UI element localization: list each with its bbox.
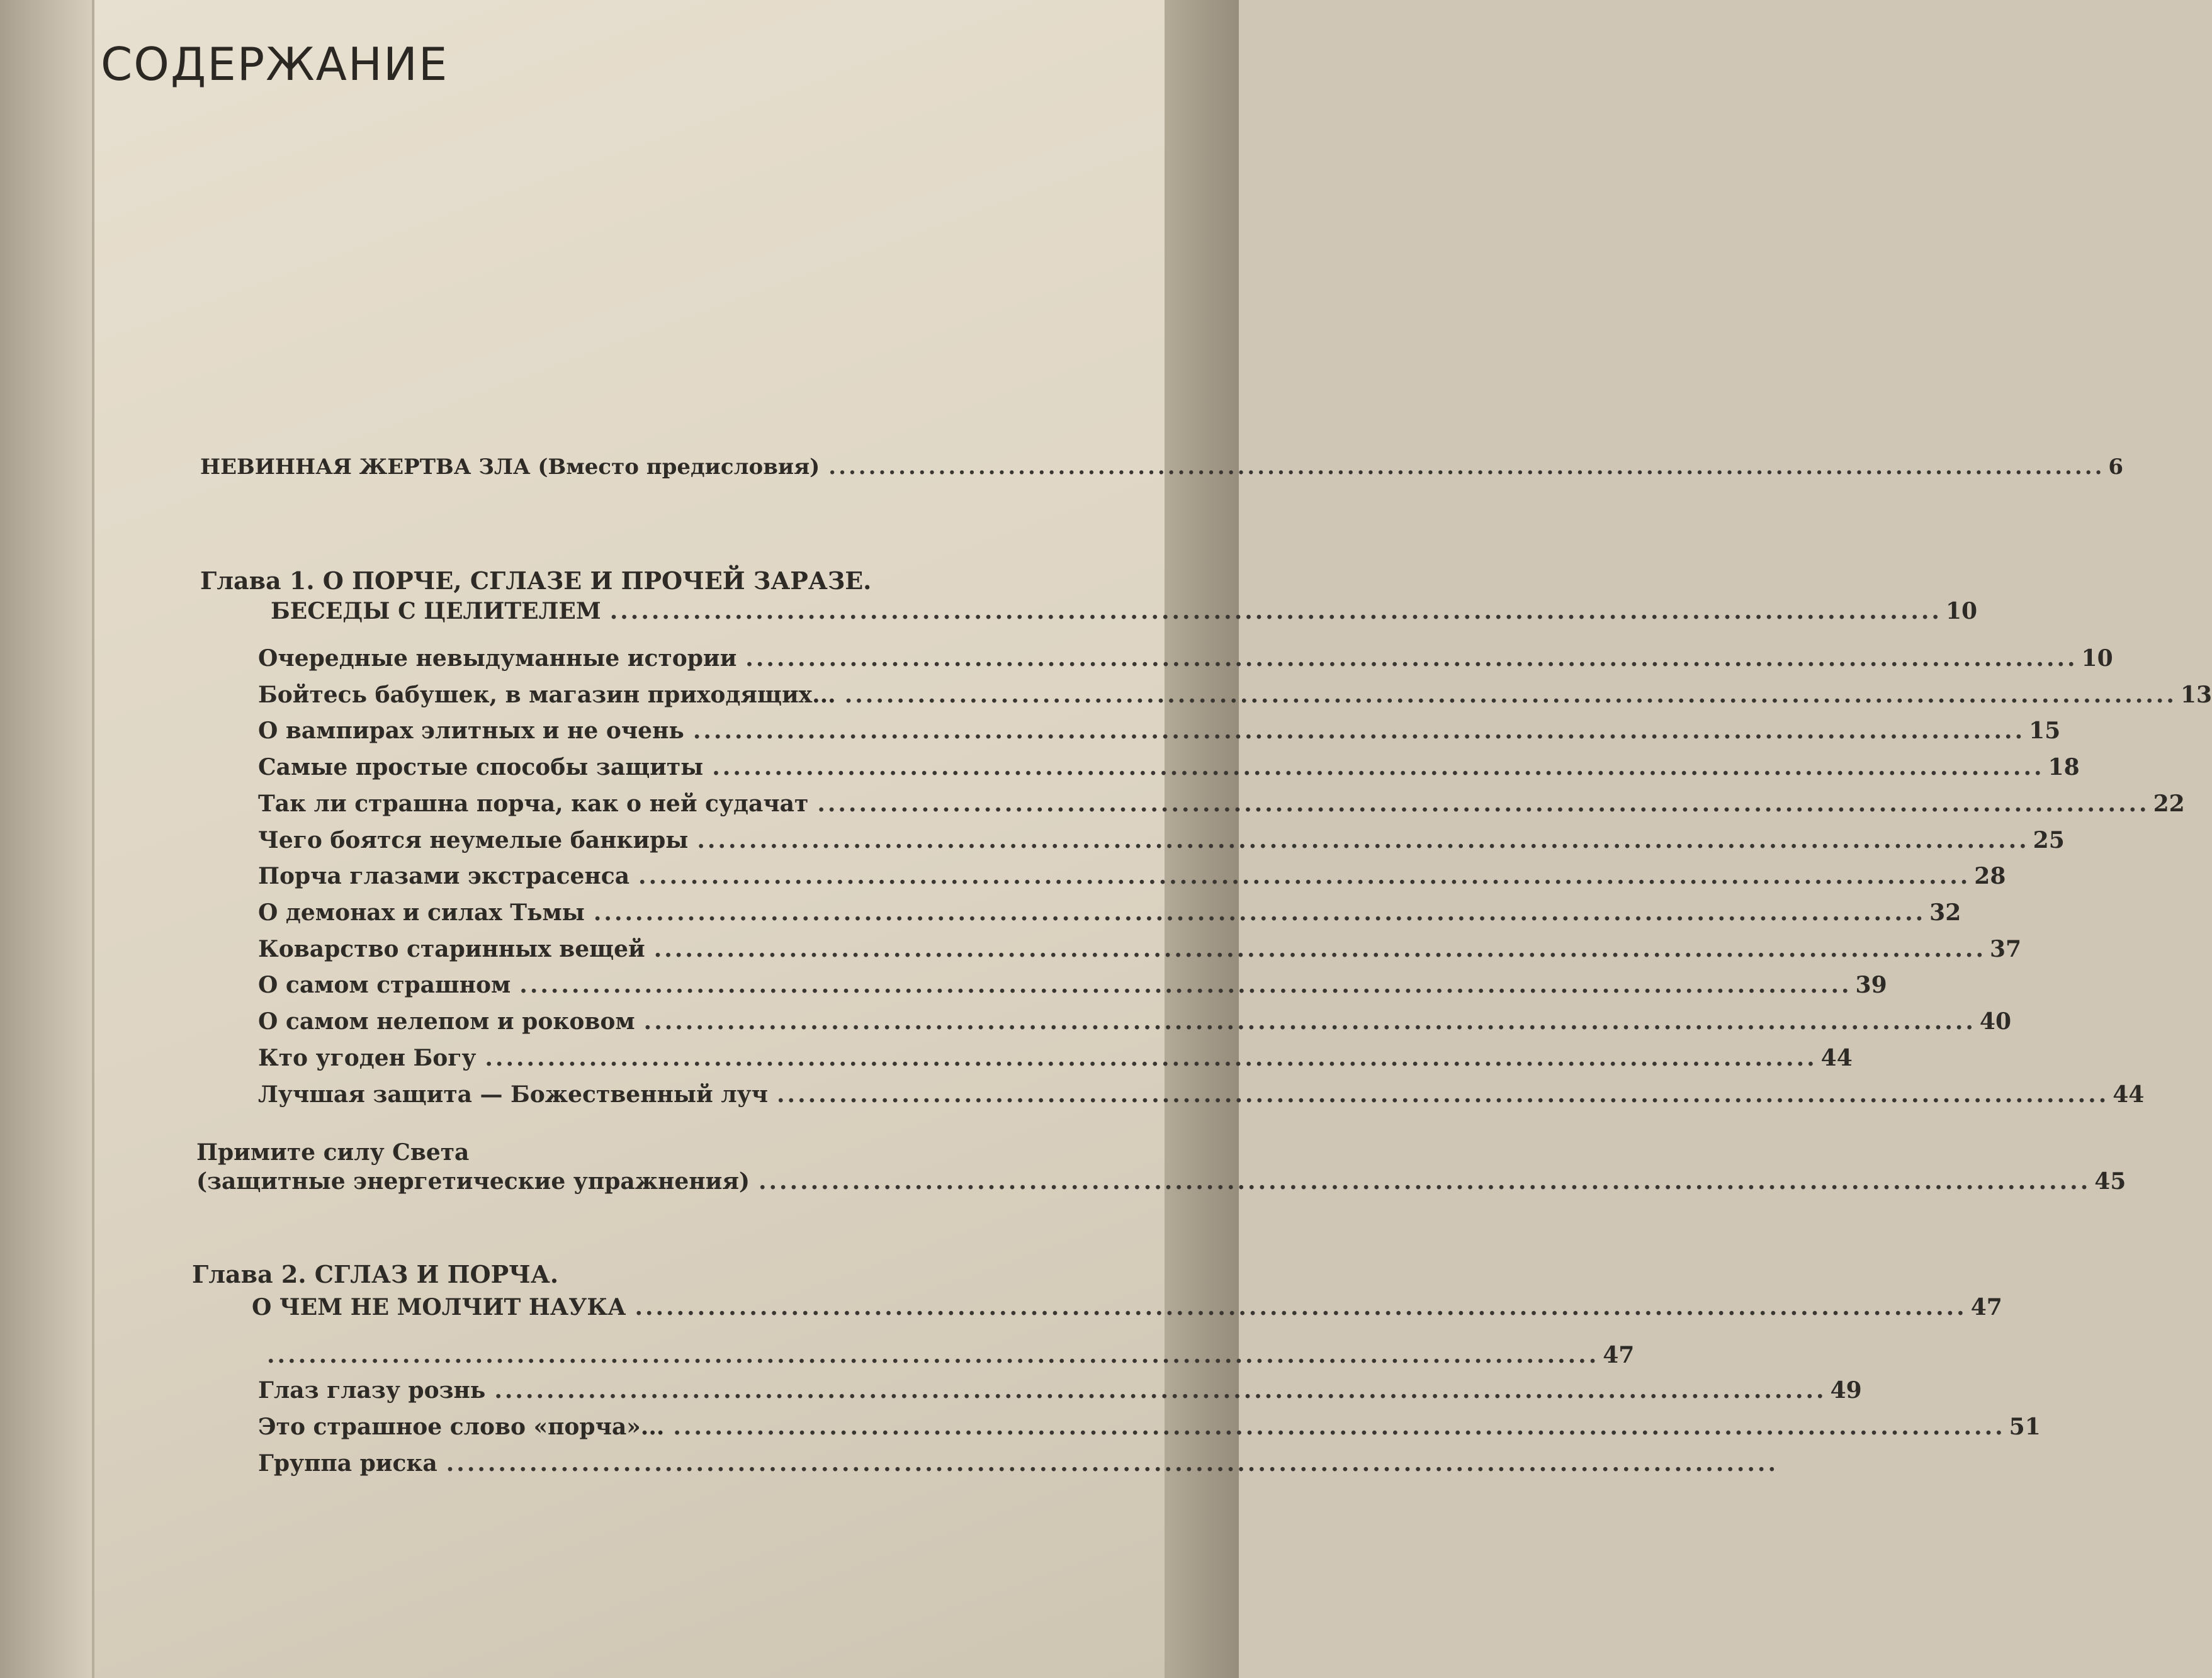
toc-entry-page: 18	[2048, 754, 2080, 780]
dot-leader: ................................................................................................................................	[844, 682, 2177, 708]
toc-entry	[258, 827, 2065, 853]
dot-leader: ................................................................................................................................	[758, 1168, 2091, 1195]
dot-leader: ................................................................................................................................	[828, 454, 2105, 480]
toc-entry-title: О самом нелепом и роковом	[258, 1008, 635, 1035]
dot-leader: ................................................................................................................................	[267, 1342, 1600, 1368]
dot-leader: ................................................................................................................................	[593, 899, 1926, 926]
toc-entry-page: 13	[2180, 682, 2212, 708]
dot-leader: ................................................................................................................................	[745, 645, 2078, 672]
toc-entry-page: 51	[2009, 1414, 2041, 1440]
chapter-2-heading-line2	[252, 1294, 2002, 1320]
dot-leader: ................................................................................................................................	[817, 791, 2150, 817]
toc-entry-title: Лучшая защита — Божественный луч	[258, 1081, 768, 1108]
toc-entry-page: 28	[1974, 863, 2006, 889]
toc-entry-title: Самые простые способы защиты	[258, 754, 704, 780]
toc-entry-page: 37	[1990, 936, 2022, 962]
toc-entry	[258, 1081, 2145, 1108]
toc-entry-title: (защитные энергетические упражнения)	[196, 1168, 750, 1195]
toc-entry	[258, 1450, 1778, 1477]
toc-entry-title: БЕСЕДЫ С ЦЕЛИТЕЛЕМ	[271, 598, 601, 624]
toc-entry-title: Это страшное слово «порча»...	[258, 1414, 665, 1440]
dot-leader: ................................................................................................................................	[777, 1081, 2109, 1108]
toc-entry-page: 32	[1929, 899, 1961, 926]
toc-entry	[258, 1045, 1853, 1071]
dot-leader: ................................................................................................................................	[519, 972, 1852, 998]
toc-entry	[258, 1008, 2012, 1035]
toc-entry-title: Кто угоден Богу	[258, 1045, 477, 1071]
toc-entry-page: 10	[1945, 598, 1978, 624]
toc-entry-page: 44	[2113, 1081, 2145, 1108]
toc-entry	[258, 645, 2113, 672]
chapter-1-heading-line2	[271, 598, 1978, 624]
toc-entry-page: 47	[1603, 1342, 1635, 1368]
toc-entry-page: 39	[1855, 972, 1887, 998]
toc-entry-exercises	[196, 1168, 2126, 1195]
toc-entry-exercises-line1: Примите силу Света	[196, 1139, 470, 1166]
book-spine-shadow	[0, 0, 94, 1678]
dot-leader: ................................................................................................................................	[712, 754, 2045, 780]
toc-entry-title: Так ли страшна порча, как о ней судачат	[258, 791, 809, 817]
dot-leader: ................................................................................................................................	[609, 598, 1942, 624]
toc-entry	[258, 899, 1961, 926]
dot-leader: ................................................................................................................................	[635, 1294, 1967, 1320]
dot-leader: ................................................................................................................................	[692, 718, 2026, 744]
toc-entry-page: 40	[1979, 1008, 2012, 1035]
dot-leader: ................................................................................................................................	[485, 1045, 1817, 1071]
toc-entry-title: Чего боятся неумелые банкиры	[258, 827, 689, 853]
toc-entry-title: Коварство старинных вещей	[258, 936, 645, 962]
toc-entry-title: Очередные невыдуманные истории	[258, 645, 737, 672]
toc-entry-title: Группа риска	[258, 1450, 437, 1477]
toc-entry	[258, 682, 2212, 708]
chapter-2-heading: Глава 2. СГЛАЗ И ПОРЧА.	[192, 1260, 559, 1288]
toc-entry	[258, 791, 2185, 817]
toc-entry	[258, 1342, 1635, 1368]
toc-entry-title: О самом страшном	[258, 972, 511, 998]
page-title: СОДЕРЖАНИЕ	[101, 38, 449, 91]
toc-entry	[258, 972, 1887, 998]
toc-entry-page: 49	[1830, 1377, 1862, 1404]
toc-entry-page: 15	[2029, 718, 2061, 744]
toc-entry-page: 25	[2033, 827, 2065, 853]
dot-leader: ................................................................................................................................	[653, 936, 1986, 962]
toc-entry	[258, 1377, 1862, 1404]
toc-entry	[258, 754, 2080, 780]
chapter-1-heading: Глава 1. О ПОРЧЕ, СГЛАЗЕ И ПРОЧЕЙ ЗАРАЗЕ.	[200, 566, 872, 595]
toc-entry-title: О демонах и силах Тьмы	[258, 899, 585, 926]
toc-entry-title: НЕВИННАЯ ЖЕРТВА ЗЛА (Вместо предисловия)	[200, 454, 820, 480]
toc-entry-preface	[200, 454, 2124, 480]
toc-entry	[258, 718, 2061, 744]
dot-leader: ................................................................................................................................	[638, 863, 1971, 889]
dot-leader: ................................................................................................................................	[446, 1450, 1778, 1477]
toc-entry-page: 47	[1970, 1294, 2002, 1320]
dot-leader: ................................................................................................................................	[697, 827, 2029, 853]
toc-entry	[258, 863, 2006, 889]
toc-entry-title: О ЧЕМ НЕ МОЛЧИТ НАУКА	[252, 1294, 626, 1320]
toc-entry-page: 45	[2094, 1168, 2126, 1195]
toc-entry-page: 44	[1820, 1045, 1853, 1071]
dot-leader: ................................................................................................................................	[673, 1414, 2006, 1440]
toc-entry-title: Глаз глазу рознь	[258, 1377, 486, 1404]
toc-entry-title: Порча глазами экстрасенса	[258, 863, 630, 889]
toc-entry-page: 10	[2081, 645, 2113, 672]
toc-entry-page: 22	[2153, 791, 2185, 817]
toc-entry-title: Бойтесь бабушек, в магазин приходящих...	[258, 682, 836, 708]
toc-entry	[258, 936, 2022, 962]
toc-entry-page: 6	[2108, 454, 2124, 480]
toc-entry-title: О вампирах элитных и не очень	[258, 718, 684, 744]
dot-leader: ................................................................................................................................	[643, 1008, 1976, 1035]
dot-leader: ................................................................................................................................	[494, 1377, 1827, 1404]
toc-entry	[258, 1414, 2041, 1440]
